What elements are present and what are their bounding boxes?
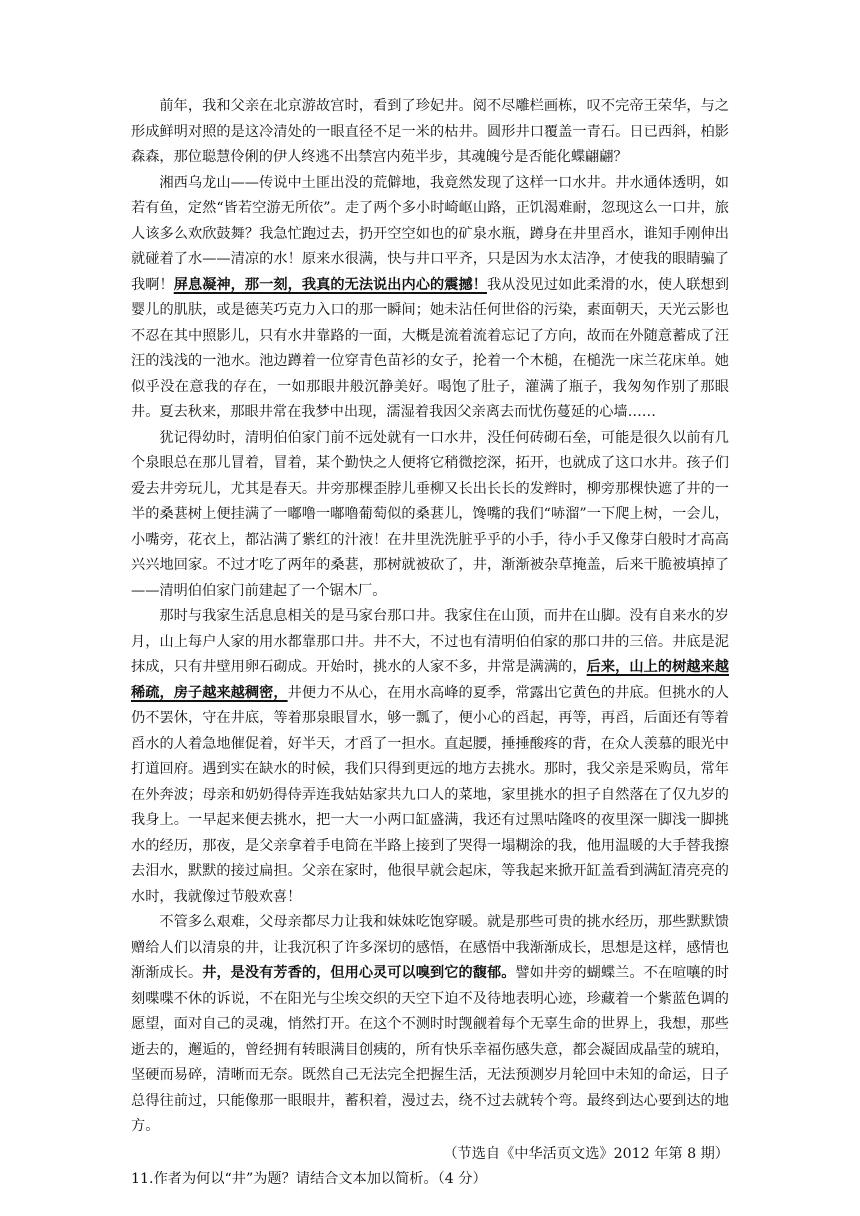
paragraph-5 — [131, 910, 729, 1140]
paragraph-1 — [131, 94, 729, 171]
paragraph-3-text: 犹记得幼时，清明伯伯家门前不远处就有一口水井，没任何砖砌石垒，可能是很久以前有几个泉眼总在那儿冒着，冒着，某个勤快之人便将它稍微挖深，拓开，也就成了这口水井。孩子们爱去井旁玩儿，尤其是春天。井旁那棵歪脖儿垂柳又长出长长的发辫时，柳旁那棵快遮了井的一半的桑葚树上便挂满了一嘟噜一嘟噜葡萄似的桑葚儿，馋嘴的我们“哧溜”一下爬上树，一会儿，小嘴旁，花衣上，都沾满了紫红的汁液！在井里洗洗脏乎乎的小手，待小手又像芽白般时才高高兴兴地回家。不过才吃了两年的桑葚，那树就被砍了，井，渐渐被杂草掩盖，后来干脆被填掉了——清明伯伯家门前建起了一个锯木厂。 — [131, 429, 729, 599]
paragraph-1-text: 前年，我和父亲在北京游故宫时，看到了珍妃井。阅不尽雕栏画栋，叹不完帝王荣华，与之形成鲜明对照的是这冷清处的一眼直径不足一米的枯井。圆形井口覆盖一青石。日已西斜，柏影森森，那位聪慧伶俐的伊人终逃不出禁宫内苑半步，其魂魄兮是否能化蝶翩翩？ — [131, 98, 729, 165]
article — [131, 94, 729, 1193]
paragraph-5-bold-sentence: 井，是没有芳香的，但用心灵可以嗅到它的馥郁。 — [202, 965, 516, 981]
paragraph-2-underlined-sentence: 屏息凝神，那一刻，我真的无法说出内心的震撼！ — [173, 276, 487, 293]
paragraph-4-text-a: 那时与我家生活息息相关的是马家台那口井。我家住在山顶，而井在山脚。没有自来水的岁月，山上每户人家的用水都靠那口井。井不大，不过也有清明伯伯家的那口井的三倍。井底是泥抹成，只有井壁用卵石砌成。开始时，挑水的人家不多，井常是满满的， — [131, 608, 729, 675]
paragraph-2-text-b: 我从没见过如此柔滑的水，使人联想到婴儿的肌肤，或是德芙巧克力入口的那一瞬间；她未沾任何世俗的污染，素面朝天，天光云影也不忍在其中照影儿，只有水井靠路的一面，大概是流着流着忘记了方向，故而在外随意蓄成了汪汪的浅浅的一池水。池边蹲着一位穿青色苗衫的女子，抡着一个木槌，在槌洗一床兰花床单。她似乎没在意我的存在，一如那眼井般沉静美好。喝饱了肚子，灌满了瓶子，我匆匆作别了那眼井。夏去秋来，那眼井常在我梦中出现，濡湿着我因父亲离去而忧伤蔓延的心墙…… — [131, 276, 729, 420]
paragraph-4 — [131, 604, 729, 910]
paragraph-3 — [131, 426, 729, 605]
paragraph-4-text-b: 井便力不从心，在用水高峰的夏季，常露出它黄色的井底。但挑水的人仍不罢休，守在井底，等着那泉眼冒水，够一瓢了，便小心的舀起，再等，再舀，后面还有等着舀水的人着急地催促着，好半天，才舀了一担水。直起腰，捶捶酸疼的背，在众人羡慕的眼光中打道回府。遇到实在缺水的时候，我们只得到更远的地方去挑水。那时，我父亲是采购员，常年在外奔波；母亲和奶奶得侍弄连我姑姑家共九口人的菜地，家里挑水的担子自然落在了仅九岁的我身上。一早起来便去挑水，把一大一小两口缸盛满，我还有过黑咕隆咚的夜里深一脚浅一脚挑水的经历，那夜，是父亲拿着手电筒在半路上接到了哭得一塌糊涂的我，他用温暖的大手替我擦去泪水，默默的接过扁担。父亲在家时，他很早就会起床，等我起来掀开缸盖看到满缸清亮亮的水时，我就像过节般欢喜！ — [131, 684, 729, 905]
question-11: 11.作者为何以“井”为题？请结合文本加以简析。（4 分） — [131, 1171, 487, 1187]
paragraph-4-underlined-phrase: 后来，山上的树越来越稀疏，房子越来越稠密， — [131, 659, 729, 701]
paragraph-2 — [131, 171, 729, 426]
paragraph-2-text-a: 湘西乌龙山——传说中土匪出没的荒僻地，我竟然发现了这样一口水井。井水通体透明，如若有鱼，定然“皆若空游无所依”。走了两个多小时崎岖山路，正饥渴难耐，忽现这么一口井，旅人该多么欢欣鼓舞？我急忙跑过去，扔开空空如也的矿泉水瓶，蹲身在井里舀水，谁知手刚伸出就碰着了水——清凉的水！原来水很满，快与井口平齐，只是因为水太洁净，才使我的眼睛骗了我啊！ — [131, 174, 729, 293]
paragraph-5-text-a: 不管多么艰难，父母亲都尽力让我和妹妹吃饱穿暖。就是那些可贵的挑水经历，那些默默馈赠给人们以清泉的井，让我沉积了许多深切的感悟，在感悟中我渐渐成长，思想是这样，感情也渐渐成长。 — [131, 914, 729, 981]
paragraph-5-text-b: 譬如井旁的蝴蝶兰。不在喧嚷的时刻喋喋不休的诉说，不在阳光与尘埃交织的天空下迫不及待地表明心迹，珍藏着一个紫蓝色调的愿望，面对自己的灵魂，悄然打开。在这个不测时时觊觎着每个无辜生命的世界上，我想，那些逝去的，邂逅的，曾经拥有转眼满目创痍的，所有快乐幸福伤感失意，都会凝固成晶莹的琥珀，坚硬而易碎，清晰而无奈。既然自己无法完全把握生活，无法预测岁月轮回中未知的命运，日子总得往前过，只能像那一眼眼井，蓄积着，漫过去，绕不过去就转个弯。最终到达心要到达的地方。 — [131, 965, 729, 1134]
source-citation: （节选自《中华活页文选》2012 年第 8 期） — [443, 1145, 729, 1162]
